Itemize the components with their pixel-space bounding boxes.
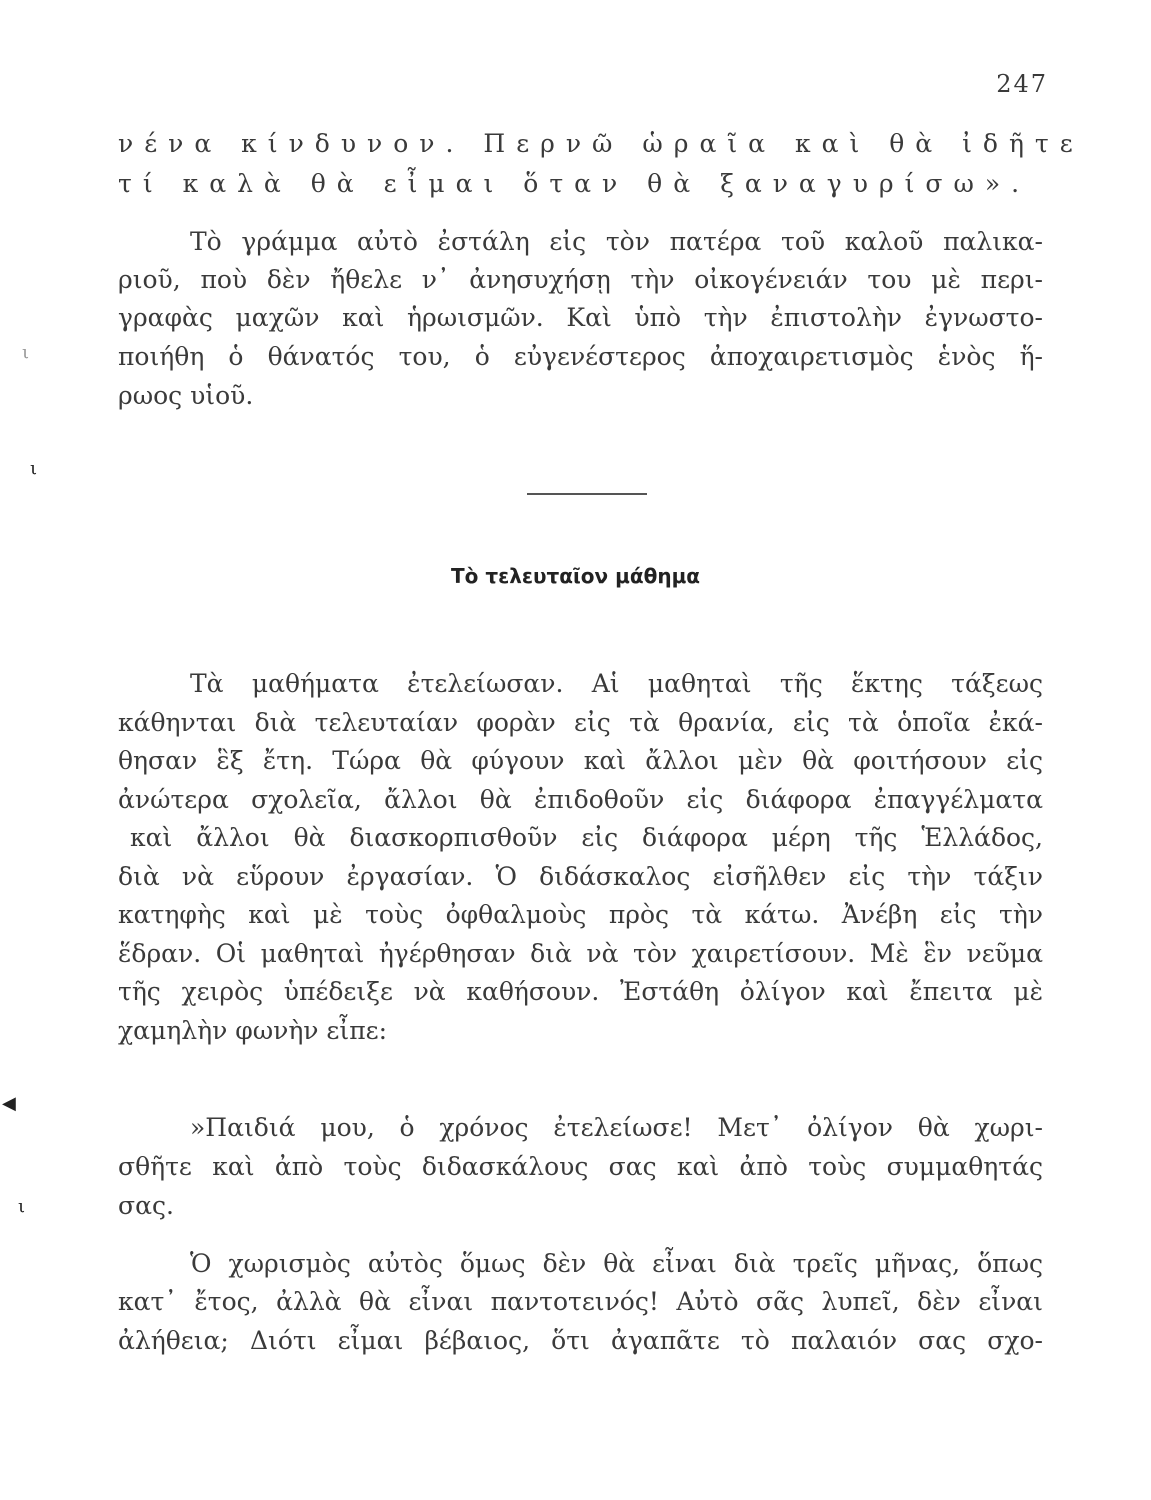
text-line: Τὰ μαθήματα ἐτελείωσαν. Αἱ μαθηταὶ τῆς ἕκτης τάξεως <box>190 669 1043 698</box>
section-heading: Τὸ τελευταῖον μάθημα <box>450 564 701 588</box>
text-line: κατηφὴς καὶ μὲ τοὺς ὀφθαλμοὺς πρὸς τὰ κάτω. Ἀνέβη εἰς τὴν <box>118 900 1043 929</box>
text-line: ρωος υἱοῦ. <box>118 381 254 410</box>
text-line: ἀλήθεια; Διότι εἶμαι βέβαιος, ὅτι ἀγαπᾶτε τὸ παλαιόν σας σχο- <box>118 1326 1043 1355</box>
text-line: τῆς χειρὸς ὑπέδειξε νὰ καθήσουν. Ἐστάθη ὀλίγον καὶ ἔπειτα μὲ <box>118 977 1043 1006</box>
text-line: ποιήθη ὁ θάνατός του, ὁ εὐγενέστερος ἀποχαιρετισμὸς ἑνὸς ἥ- <box>118 342 1043 371</box>
text-line: ἀνώτερα σχολεῖα, ἄλλοι θὰ ἐπιδοθοῦν εἰς διάφορα ἐπαγγέλματα <box>118 785 1043 814</box>
margin-mark: ι <box>18 1196 26 1217</box>
margin-mark: ◀ <box>2 1093 16 1114</box>
text-line: διὰ νὰ εὕρουν ἐργασίαν. Ὁ διδάσκαλος εἰσῆλθεν εἰς τὴν τάξιν <box>118 862 1043 891</box>
text-line: τί καλὰ θὰ εἶμαι ὅταν θὰ ξαναγυρίσω». <box>118 169 1031 198</box>
text-line: νένα κίνδυνον. Περνῶ ὡραῖα καὶ θὰ ἰδῆτε <box>118 129 1084 158</box>
text-line: κατ᾽ ἔτος, ἀλλὰ θὰ εἶναι παντοτεινός! Αὐτὸ σᾶς λυπεῖ, δὲν εἶναι <box>118 1287 1043 1316</box>
text-line: Ὁ χωρισμὸς αὐτὸς ὅμως δὲν θὰ εἶναι διὰ τρεῖς μῆνας, ὅπως <box>190 1249 1043 1278</box>
text-line: καὶ ἄλλοι θὰ διασκορπισθοῦν εἰς διάφορα μέρη τῆς Ἑλλάδος, <box>130 823 1043 852</box>
text-line: ἕδραν. Οἱ μαθηταὶ ἠγέρθησαν διὰ νὰ τὸν χαιρετίσουν. Μὲ ἓν νεῦμα <box>118 939 1043 968</box>
text-line: ριοῦ, ποὺ δὲν ἤθελε ν᾽ ἀνησυχήσῃ τὴν οἰκογένειάν του μὲ περι- <box>118 265 1043 294</box>
text-line: θησαν ἓξ ἔτη. Τώρα θὰ φύγουν καὶ ἄλλοι μὲν θὰ φοιτήσουν εἰς <box>118 746 1043 775</box>
text-line: χαμηλὴν φωνὴν εἶπε: <box>118 1016 387 1045</box>
margin-mark: ι <box>30 458 38 479</box>
margin-mark: ι <box>22 342 30 363</box>
section-divider <box>527 493 647 495</box>
page-number: 247 <box>996 70 1048 98</box>
text-line: »Παιδιά μου, ὁ χρόνος ἐτελείωσε! Μετ᾽ ὀλίγον θὰ χωρι- <box>190 1113 1043 1142</box>
text-line: σθῆτε καὶ ἀπὸ τοὺς διδασκάλους σας καὶ ἀπὸ τοὺς συμμαθητάς <box>118 1152 1043 1181</box>
text-line: Τὸ γράμμα αὐτὸ ἐστάλη εἰς τὸν πατέρα τοῦ καλοῦ παλικα- <box>190 227 1043 256</box>
text-line: γραφὰς μαχῶν καὶ ἡρωισμῶν. Καὶ ὑπὸ τὴν ἐπιστολὴν ἐγνωστο- <box>118 303 1043 332</box>
text-line: κάθηνται διὰ τελευταίαν φορὰν εἰς τὰ θρανία, εἰς τὰ ὁποῖα ἐκά- <box>118 708 1043 737</box>
text-line: σας. <box>118 1191 174 1220</box>
